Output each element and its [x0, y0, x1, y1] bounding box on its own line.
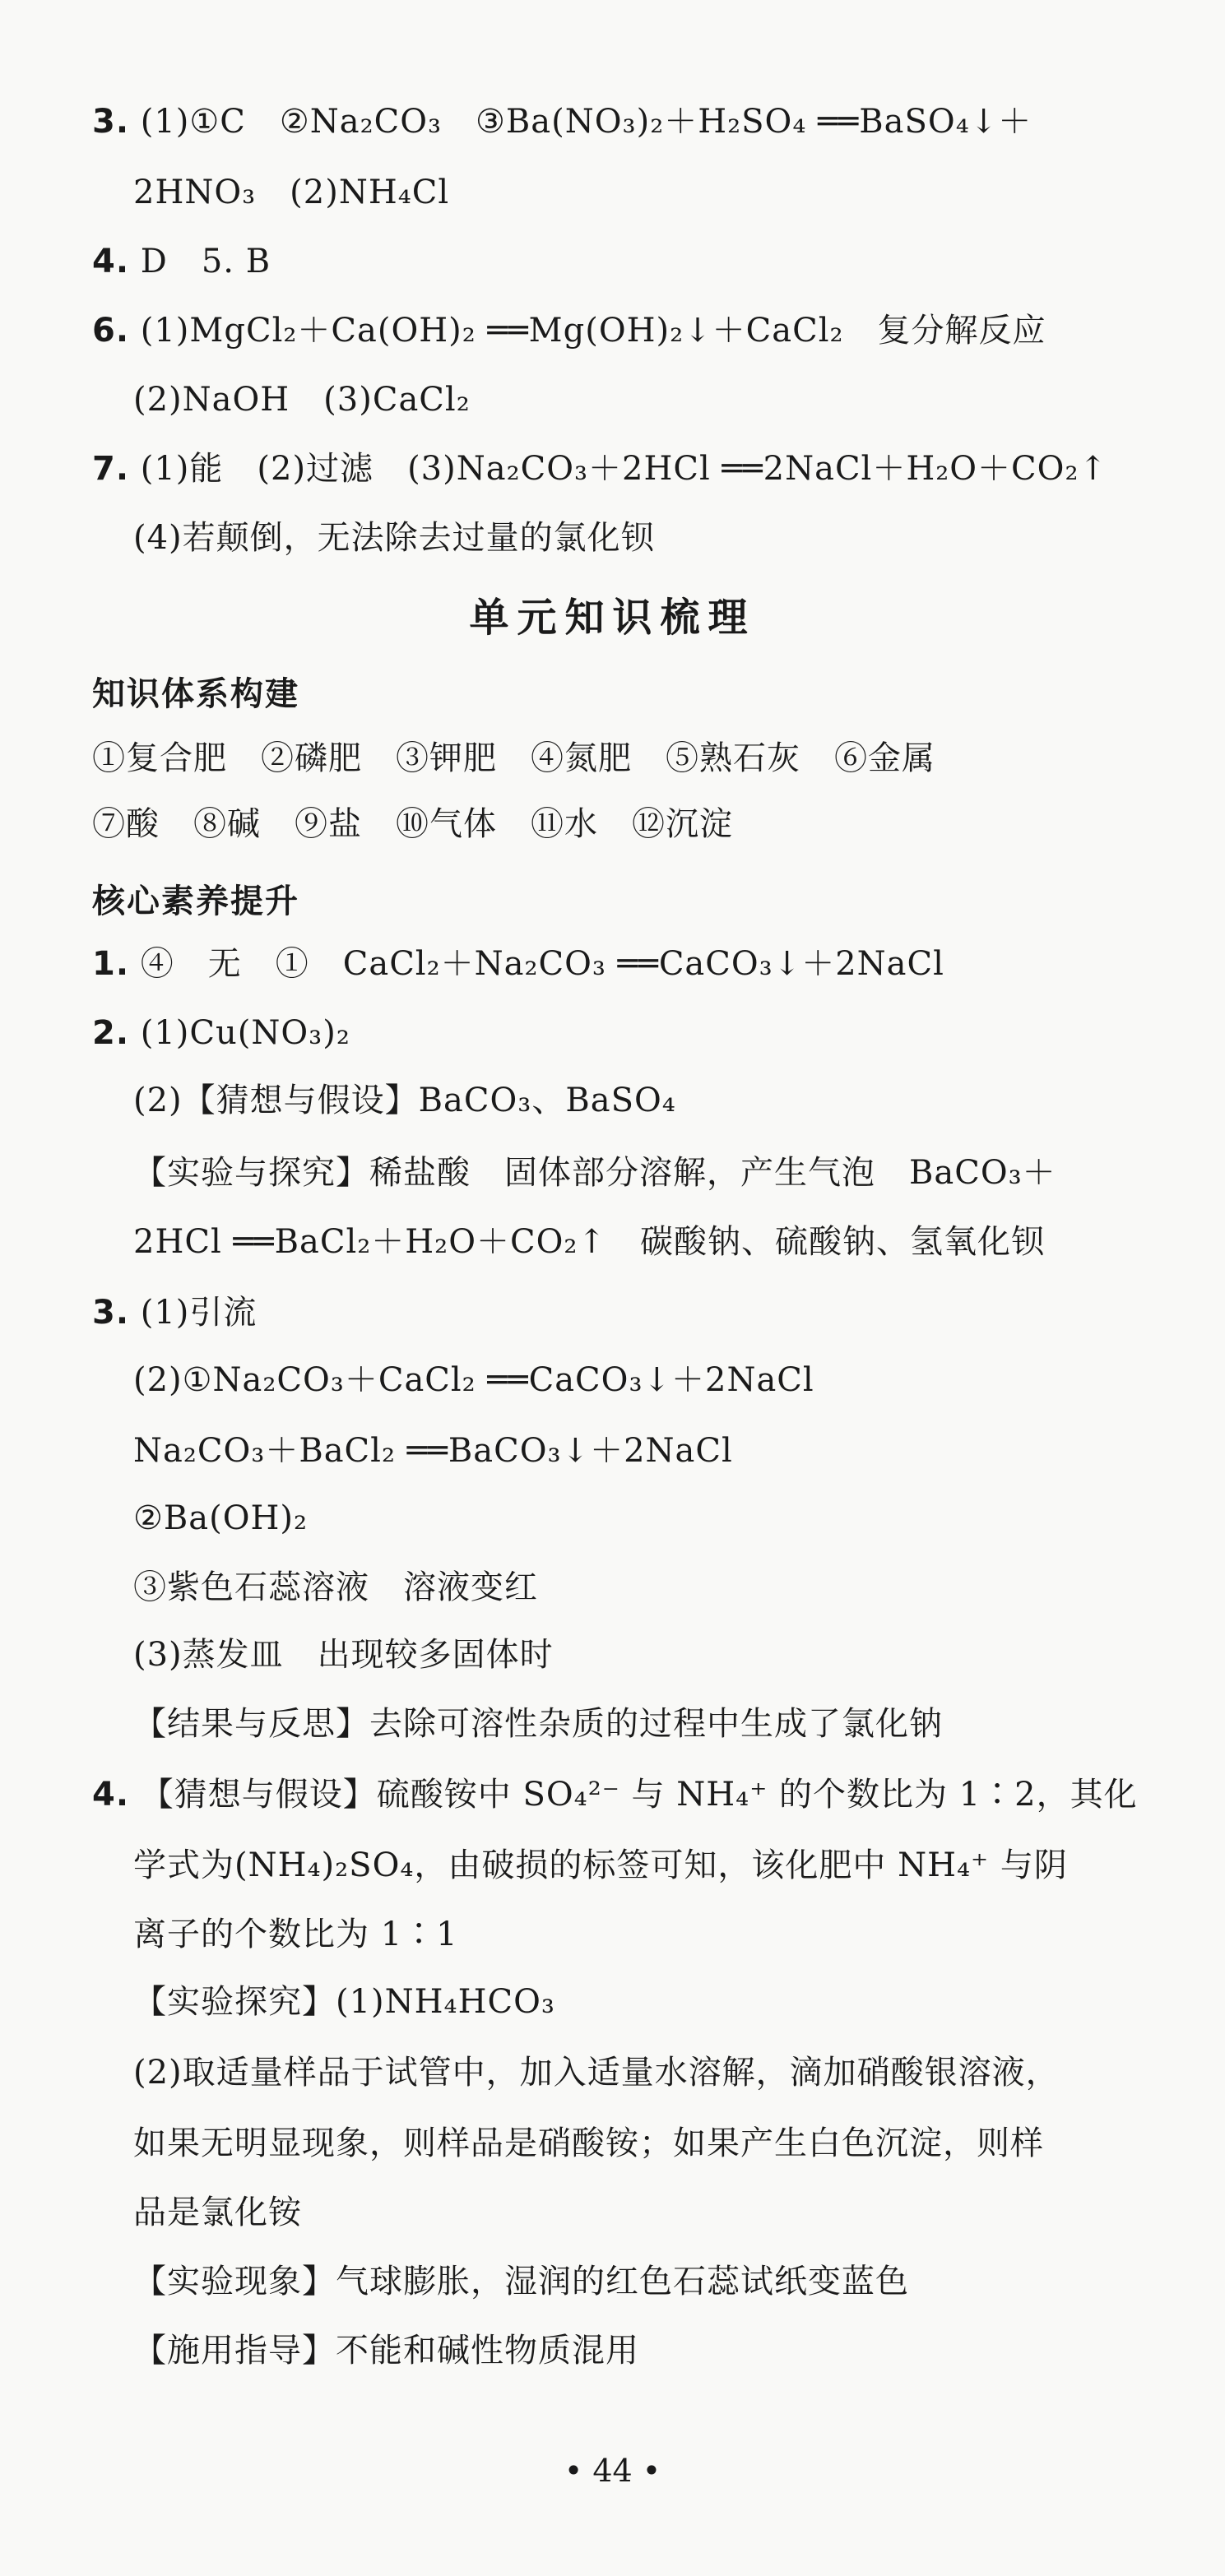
core-line-4-method-1: (2)取适量样品于试管中，加入适量水溶解，滴加硝酸银溶液，: [133, 2054, 1060, 2092]
knowledge-heading: 知识体系构建: [92, 675, 299, 713]
answer-text: (1)①C ②Na₂CO₃ ③Ba(NO₃)₂＋H₂SO₄ ══BaSO₄↓＋: [140, 103, 1032, 141]
answer-line-6: [92, 306, 1046, 355]
question-number: 3.: [92, 1294, 130, 1332]
answer-text: 2HNO₃ (2)NH₄Cl: [133, 174, 450, 211]
question-number: 6.: [92, 312, 130, 350]
question-number: 1.: [92, 945, 130, 983]
answer-line-4-5: [92, 237, 271, 286]
core-line-1: [92, 939, 944, 989]
answer-line-3-cont: [133, 168, 449, 217]
core-line-4: [92, 1770, 1138, 1819]
question-number: 2.: [92, 1014, 130, 1052]
answer-text: (1)引流: [140, 1294, 258, 1332]
answer-line-3: [92, 97, 1032, 146]
answer-line-7-cont: [133, 513, 655, 563]
core-line-3-evaporate: (3)蒸发皿 出现较多固体时: [133, 1636, 554, 1674]
page-number: • 44 •: [564, 2453, 661, 2489]
answer-text: (2)NaOH (3)CaCl₂: [133, 381, 471, 419]
question-number: 7.: [92, 450, 130, 488]
answer-text: D 5. B: [140, 243, 271, 280]
core-line-4-phenomenon: 【实验现象】气球膨胀，湿润的红色石蕊试纸变蓝色: [133, 2263, 909, 2300]
core-line-4-ratio: 离子的个数比为 1∶1: [133, 1916, 458, 1953]
core-line-4-method-2: 如果无明显现象，则样品是硝酸铵；如果产生白色沉淀，则样: [133, 2124, 1044, 2162]
answer-line-7: [92, 444, 1107, 493]
answer-text: (1)MgCl₂＋Ca(OH)₂ ══Mg(OH)₂↓＋CaCl₂ 复分解反应: [140, 312, 1046, 350]
question-number: 4.: [92, 1776, 130, 1814]
core-line-3-eq2: Na₂CO₃＋BaCl₂ ══BaCO₃↓＋2NaCl: [133, 1432, 733, 1470]
answer-text: (4)若颠倒，无法除去过量的氯化钡: [133, 519, 655, 557]
knowledge-line-2: ⑦酸 ⑧碱 ⑨盐 ⑩气体 ⑪水 ⑫沉淀: [92, 805, 733, 843]
knowledge-line-1: ①复合肥 ②磷肥 ③钾肥 ④氮肥 ⑤熟石灰 ⑥金属: [92, 739, 935, 777]
answer-line-6-cont: [133, 375, 471, 424]
core-line-4-explore: 【实验探究】(1)NH₄HCO₃: [133, 1983, 555, 2021]
core-line-2-experiment: 【实验与探究】稀盐酸 固体部分溶解，产生气泡 BaCO₃＋: [133, 1154, 1056, 1192]
answer-text: (1)Cu(NO₃)₂: [140, 1014, 350, 1052]
core-line-2-hypothesis: (2)【猜想与假设】BaCO₃、BaSO₄: [133, 1082, 676, 1119]
core-line-4-formula: 学式为(NH₄)₂SO₄，由破损的标签可知，该化肥中 NH₄⁺ 与阴: [133, 1846, 1068, 1884]
core-line-4-method-3: 品是氯化铵: [133, 2194, 302, 2231]
core-line-3-indicator: ③紫色石蕊溶液 溶液变红: [133, 1568, 538, 1606]
answer-text: (1)能 (2)过滤 (3)Na₂CO₃＋2HCl ══2NaCl＋H₂O＋CO₂↑: [140, 450, 1108, 488]
question-number: 3.: [92, 103, 130, 141]
question-number: 4.: [92, 243, 130, 280]
section-title: 单元知识梳理: [469, 595, 756, 641]
core-line-3: [92, 1288, 257, 1337]
core-heading: 核心素养提升: [92, 883, 299, 920]
answer-text: 【猜想与假设】硫酸铵中 SO₄²⁻ 与 NH₄⁺ 的个数比为 1∶2，其化: [140, 1776, 1138, 1814]
core-line-2: [92, 1008, 350, 1058]
core-line-3-reagent: ②Ba(OH)₂: [133, 1499, 309, 1537]
answer-text: ④ 无 ① CaCl₂＋Na₂CO₃ ══CaCO₃↓＋2NaCl: [140, 945, 944, 983]
core-line-4-guidance: 【施用指导】不能和碱性物质混用: [133, 2332, 639, 2370]
core-line-2-equation: 2HCl ══BaCl₂＋H₂O＋CO₂↑ 碳酸钠、硫酸钠、氢氧化钡: [133, 1223, 1045, 1261]
core-line-3-eq1: (2)①Na₂CO₃＋CaCl₂ ══CaCO₃↓＋2NaCl: [133, 1361, 814, 1399]
core-line-3-reflection: 【结果与反思】去除可溶性杂质的过程中生成了氯化钠: [133, 1705, 943, 1743]
